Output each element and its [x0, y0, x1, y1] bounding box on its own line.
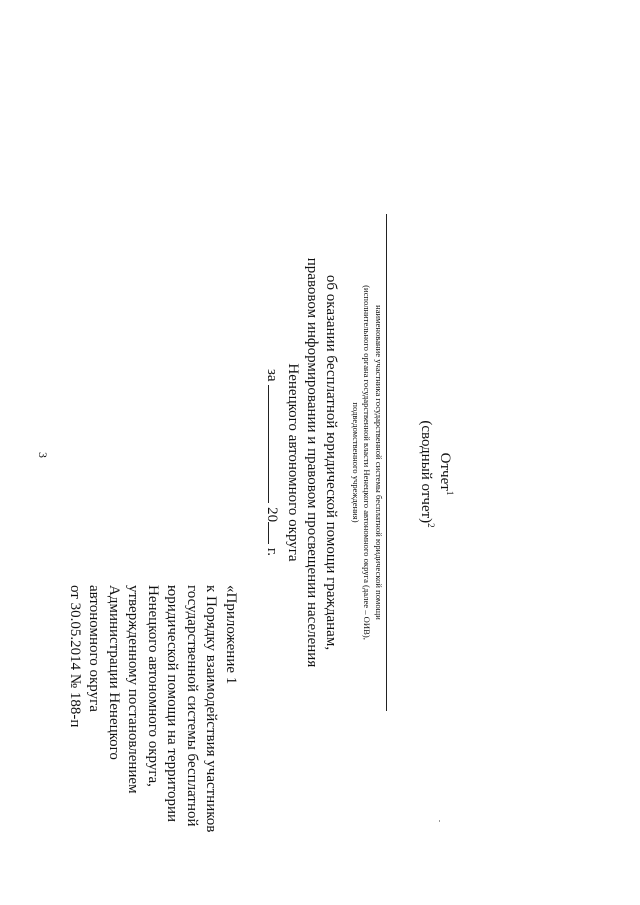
- appendix-block: [65, 585, 241, 905]
- report-period: [262, 214, 283, 711]
- subject-line: Ненецкого автономного округа: [285, 363, 301, 562]
- appendix-line: государственной системы бесплатной: [184, 585, 200, 827]
- appendix-line: юридической помощи на территории: [164, 585, 181, 823]
- appendix-line: автономного округа: [86, 585, 103, 712]
- scan-speck: [439, 820, 440, 822]
- period-year-prefix: 20: [264, 507, 280, 523]
- appendix-line: Ненецкого автономного округа,: [145, 585, 161, 787]
- appendix-line: к Порядку взаимодействия участников: [203, 585, 220, 833]
- page-number: 3: [36, 452, 50, 458]
- subject-line: правовом информировании и правовом просвещении населения: [304, 257, 320, 668]
- report-title-block: [416, 404, 454, 544]
- report-title: [435, 404, 454, 544]
- report-title-text: Отчет: [437, 452, 453, 491]
- caption-line: (исполнительного органа государственной власти Ненецкого автономного округа (далее – ОИВ),: [362, 285, 373, 640]
- appendix-line: «Приложение 1: [223, 585, 239, 685]
- report-subject: [283, 214, 340, 711]
- period-prefix: за: [264, 368, 280, 382]
- period-blank: [268, 385, 283, 503]
- appendix-line: от 30.05.2014 № 188-п: [67, 585, 83, 728]
- year-blank: [268, 522, 283, 544]
- appendix-line: утвержденному постановлением: [125, 585, 142, 794]
- report-subtitle: [416, 404, 435, 544]
- fill-in-line: [386, 214, 387, 711]
- appendix-line: Администрации Ненецкого: [106, 585, 122, 760]
- caption-line: наименование участника государственной системы бесплатной юридической помощи: [374, 305, 384, 620]
- caption-line: подведомственного учреждения): [351, 402, 361, 523]
- subject-line: об оказании бесплатной юридической помощи гражданам,: [323, 274, 339, 651]
- footnote-marker: 1: [445, 490, 455, 496]
- footnote-marker: 2: [426, 523, 436, 528]
- report-subtitle-text: (сводный отчет): [418, 420, 434, 524]
- participant-caption: [350, 214, 385, 711]
- period-suffix: г.: [264, 547, 280, 557]
